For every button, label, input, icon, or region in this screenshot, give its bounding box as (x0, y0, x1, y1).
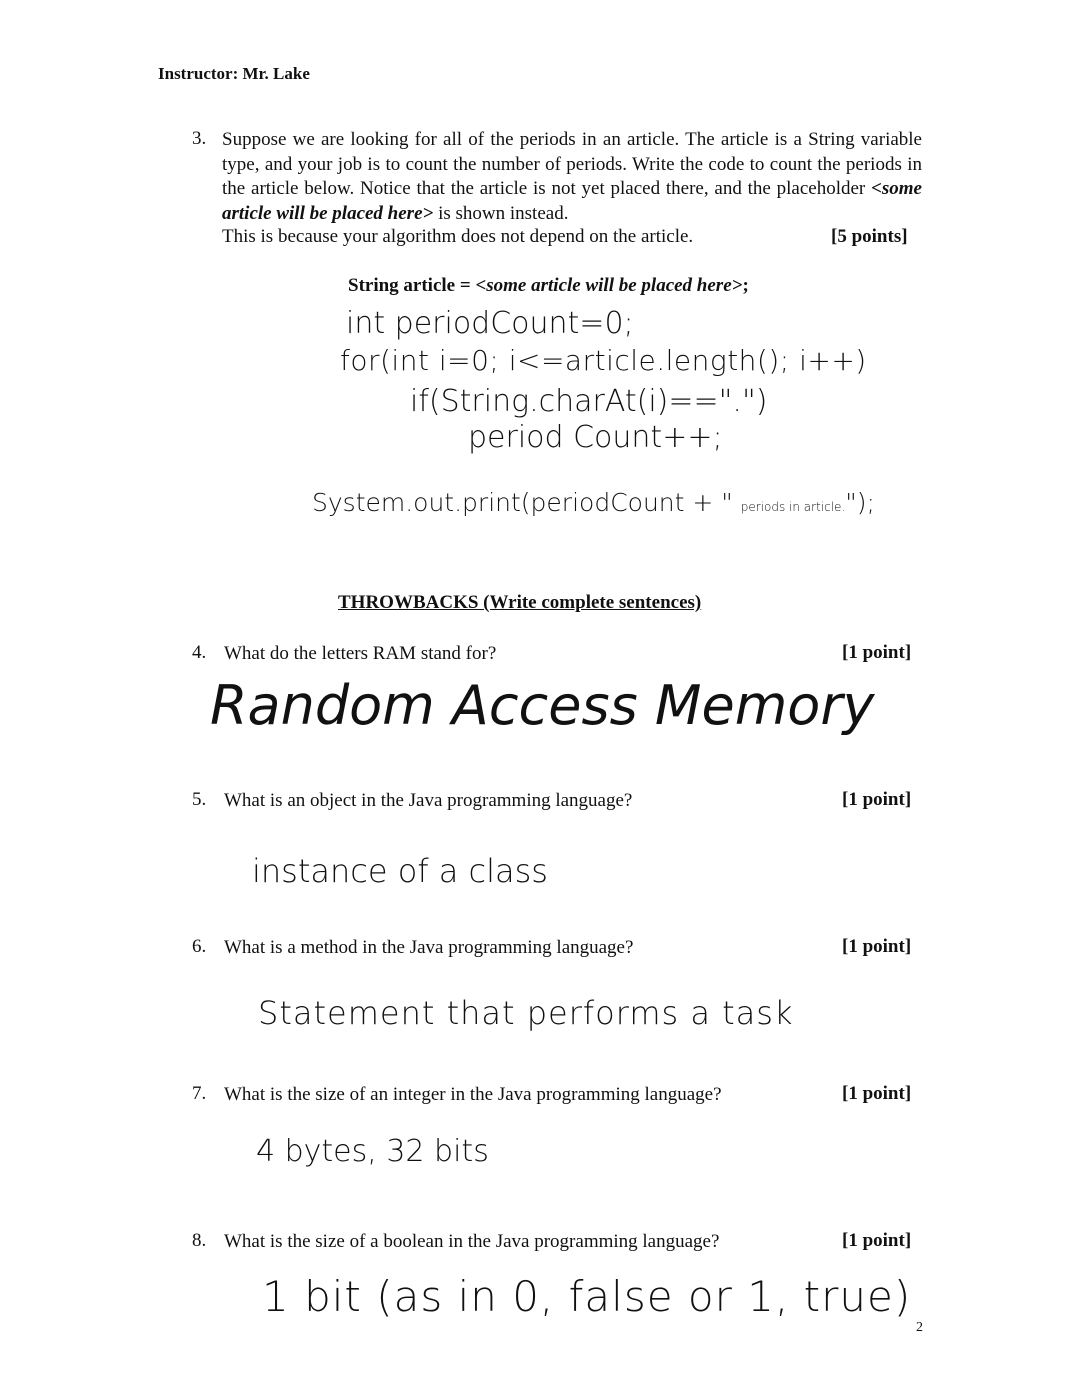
question-4-number: 4. (192, 642, 207, 663)
question-3-placeholder: <some article will be placed here> (222, 178, 922, 224)
question-4-points: [1 point] (842, 642, 912, 663)
instructor-header: Instructor: Mr. Lake (158, 64, 310, 83)
page-number: 2 (916, 1320, 923, 1335)
question-7-number: 7. (192, 1083, 207, 1104)
question-7-points: [1 point] (842, 1083, 912, 1104)
question-4-text: What do the letters RAM stand for? (224, 643, 497, 664)
question-8-number: 8. (192, 1230, 207, 1251)
answer-code-line-2: for(int i=0; i<=article.length(); i++) (340, 344, 867, 377)
section-title: THROWBACKS (Write complete sentences) (338, 592, 702, 613)
question-3-points: [5 points] (831, 226, 908, 247)
answer-4: Random Access Memory (210, 674, 875, 737)
question-6-number: 6. (192, 936, 207, 957)
question-5-points: [1 point] (842, 789, 912, 810)
answer-print-small: periods in article. (740, 500, 846, 514)
answer-code-line-1: int periodCount=0; (346, 306, 634, 341)
question-3-prompt-end: is shown instead. (438, 202, 569, 224)
code-placeholder: <some article will be placed here> (475, 275, 743, 296)
code-declaration (348, 275, 749, 297)
answer-5: instance of a class (252, 852, 548, 890)
answer-7: 4 bytes, 32 bits (256, 1134, 489, 1169)
question-5-text: What is an object in the Java programming language? (224, 790, 633, 811)
code-prefix: String article = (348, 275, 476, 296)
question-6-text: What is a method in the Java programming language? (224, 937, 634, 958)
code-suffix: ; (742, 275, 749, 296)
answer-code-line-3: if(String.charAt(i)==".") (410, 384, 768, 419)
question-5-number: 5. (192, 789, 207, 810)
question-8-points: [1 point] (842, 1230, 912, 1251)
question-6-points: [1 point] (842, 936, 912, 957)
answer-print-end: "); (845, 488, 875, 517)
answer-6: Statement that performs a task (258, 994, 794, 1032)
question-3-text (222, 128, 922, 226)
answer-code-line-4: period Count++; (468, 420, 723, 455)
answer-code-line-5 (312, 488, 875, 517)
answer-print-main: System.out.print(periodCount + " (312, 488, 733, 517)
answer-8: 1 bit (as in 0, false or 1, true) (262, 1272, 912, 1321)
question-8-text: What is the size of a boolean in the Java programming language? (224, 1231, 720, 1252)
question-3-last-line: This is because your algorithm does not depend on the article. (222, 226, 694, 247)
question-7-text: What is the size of an integer in the Java programming language? (224, 1084, 722, 1105)
question-3-number: 3. (192, 128, 207, 149)
question-3-prompt: Suppose we are looking for all of the periods in an article. The article is a String variable type, and your job is to count the number of periods. Write the code to count the periods in the article below. Notice that the article is not yet placed there, and the placeholder (222, 129, 922, 200)
